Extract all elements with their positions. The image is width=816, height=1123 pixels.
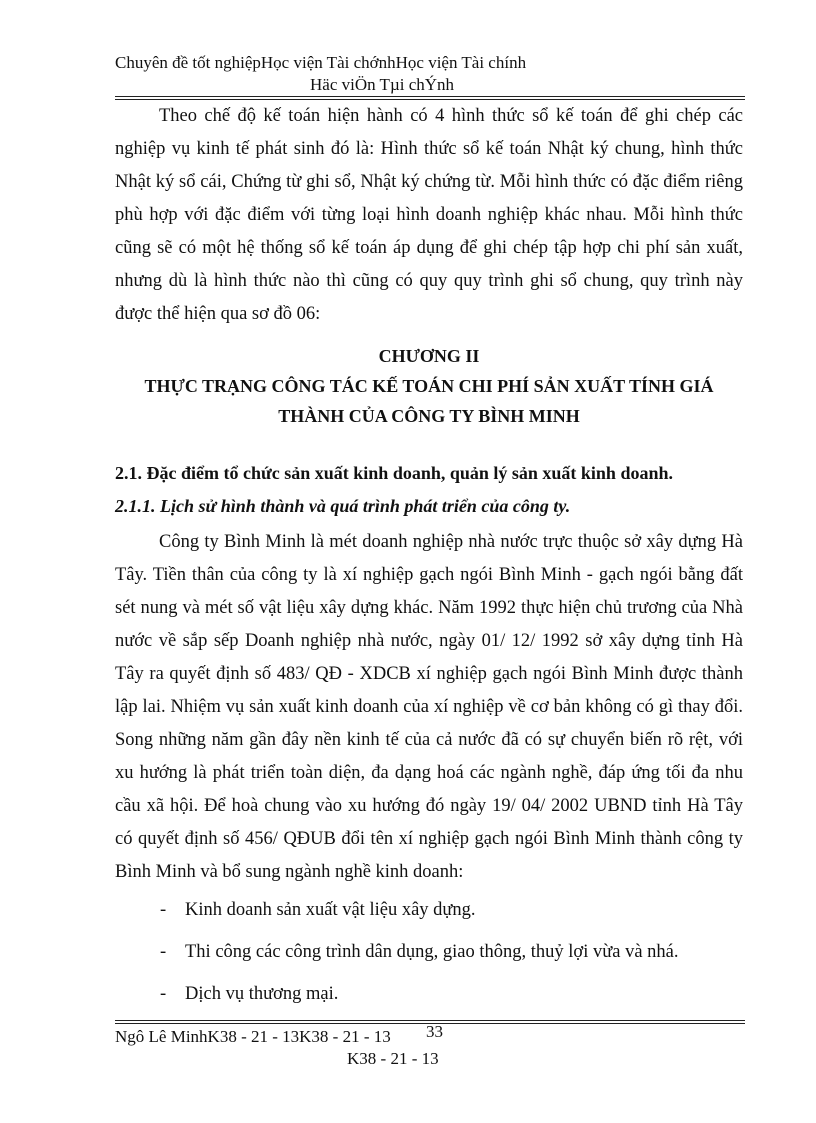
header-line-2: Häc viÖn Tµi chÝnh <box>310 75 455 94</box>
intro-paragraph: Theo chế độ kế toán hiện hành có 4 hình thức sổ kế toán để ghi chép các nghiệp vụ kinh tế phát sinh đó là: Hình thức sổ kế toán Nhật ký chung, hình thức Nhật ký sổ cái, Chứng từ ghi sổ, Nhật ký chứng từ. Mỗi hình thức có đặc điểm riêng phù hợp với đặc điểm với từng loại hình doanh nghiệp khác nhau. Mỗi hình thức cũng sẽ có một hệ thống sổ kế toán áp dụng để ghi chép tập hợp chi phí sản xuất, nhưng dù là hình thức nào thì cũng có quy quy trình ghi sổ chung, quy trình này được thể hiện qua sơ đồ 06: <box>115 106 743 324</box>
footer-line-1: Ngô Lê MinhK38 - 21 - 13K38 - 21 - 13 <box>115 1027 391 1046</box>
chapter-title-line-2: THÀNH CỦA CÔNG TY BÌNH MINH <box>278 406 580 426</box>
dash-bullet: - <box>160 984 167 1004</box>
page-header <box>115 52 745 96</box>
footer-line-2: K38 - 21 - 13 <box>347 1049 439 1068</box>
subsection-heading: 2.1.1. Lịch sử hình thành và quá trình phát triển của công ty. <box>115 496 571 516</box>
page-number: 33 <box>426 1022 443 1041</box>
dash-bullet: - <box>160 900 167 920</box>
company-history-paragraph: Công ty Bình Minh là mét doanh nghiệp nhà nước trực thuộc sở xây dựng Hà Tây. Tiền thân của công ty là xí nghiệp gạch ngói Bình Minh - gạch ngói bằng đất sét nung và mét số vật liệu xây dựng khác. Năm 1992 thực hiện chủ trương của Nhà nước về sắp sếp Doanh nghiệp nhà nước, ngày 01/ 12/ 1992 sở xây dựng tỉnh Hà Tây ra quyết định số 483/ QĐ - XDCB xí nghiệp gạch ngói Bình Minh được thành lập lai. Nhiệm vụ sản xuất kinh doanh của xí nghiệp về cơ bản không có gì thay đổi. Song những năm gần đây nền kinh tế của cả nước đã có sự chuyển biến rõ rệt, với xu hướng là phát triển toàn diện, đa dạng hoá các ngành nghề, đáp ứng tối đa nhu cầu xã hội. Để hoà chung vào xu hướng đó ngày 19/ 04/ 2002 UBND tỉnh Hà Tây có quyết định số 456/ QĐUB đổi tên xí nghiệp gạch ngói Bình Minh thành công ty Bình Minh và bổ sung ngành nghề kinh doanh: <box>115 532 743 882</box>
document-body <box>115 100 743 1015</box>
list-item-text: Thi công các công trình dân dụng, giao thông, thuỷ lợi vừa và nhá. <box>185 942 679 962</box>
list-item <box>115 973 743 1015</box>
header-line-1: Chuyên đề tốt nghiệpHọc viện Tài chớnhHọc viện Tài chính <box>115 53 527 72</box>
list-item <box>115 889 743 931</box>
chapter-title-line-1: THỰC TRẠNG CÔNG TÁC KẾ TOÁN CHI PHÍ SẢN XUẤT TÍNH GIÁ <box>144 376 714 396</box>
list-item-text: Dịch vụ thương mại. <box>185 984 339 1004</box>
business-lines-list <box>115 889 743 1015</box>
chapter-label: CHƯƠNG II <box>378 346 480 366</box>
list-item <box>115 931 743 973</box>
list-item-text: Kinh doanh sản xuất vật liệu xây dựng. <box>185 900 476 920</box>
dash-bullet: - <box>160 942 167 962</box>
section-heading: 2.1. Đặc điểm tổ chức sản xuất kinh doanh, quản lý sản xuất kinh doanh. <box>115 463 673 483</box>
